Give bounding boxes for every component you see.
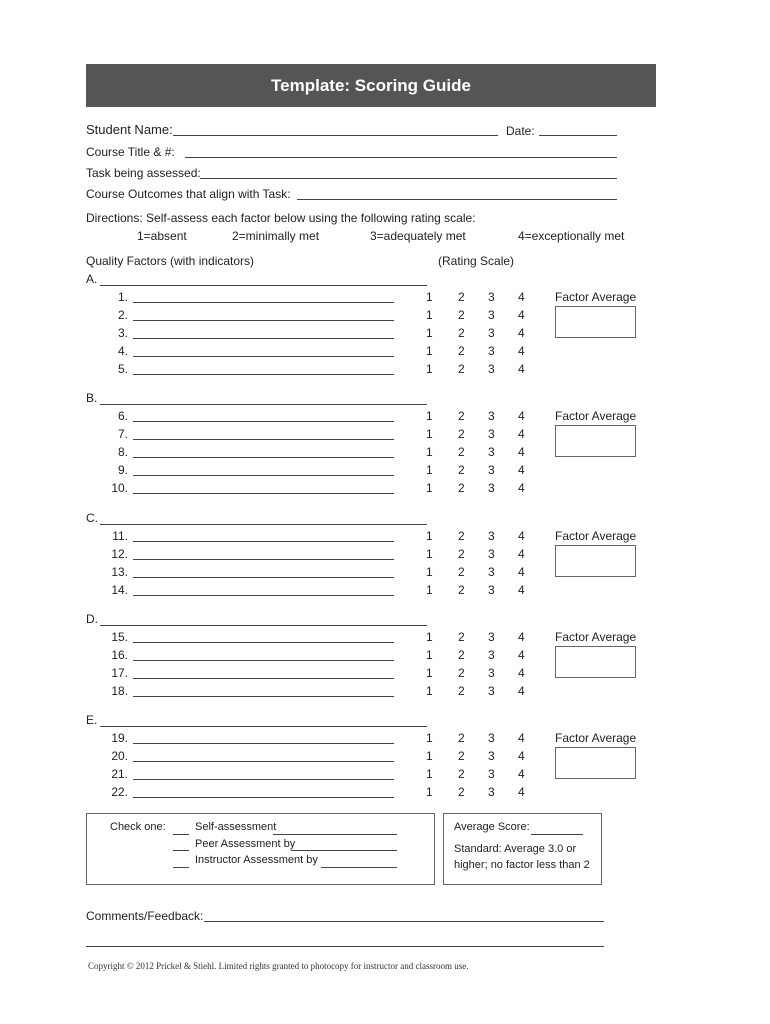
rating-option[interactable]: 2: [458, 684, 465, 698]
rating-option[interactable]: 3: [488, 308, 495, 322]
directions-text: Directions: Self-assess each factor below using the following rating scale:: [86, 211, 476, 225]
indicator-field[interactable]: [133, 660, 394, 661]
rating-option[interactable]: 4: [518, 648, 525, 662]
section-letter: E.: [86, 713, 98, 727]
scale-item: 3=adequately met: [370, 229, 466, 243]
rating-option[interactable]: 1: [426, 630, 433, 644]
rating-option[interactable]: 4: [518, 290, 525, 304]
rating-option[interactable]: 3: [488, 326, 495, 340]
average-score-box: [443, 813, 602, 885]
factor-average-label: Factor Average: [555, 529, 637, 543]
item-number: 15.: [111, 630, 128, 644]
factor-average-label: Factor Average: [555, 290, 637, 304]
rating-option[interactable]: 1: [426, 767, 433, 781]
rating-option[interactable]: 3: [488, 767, 495, 781]
rating-option[interactable]: 3: [488, 290, 495, 304]
rating-option[interactable]: 3: [488, 344, 495, 358]
indicator-field[interactable]: [133, 642, 394, 643]
rating-option[interactable]: 2: [458, 630, 465, 644]
item-number: 2.: [117, 308, 128, 322]
rating-option[interactable]: 3: [488, 463, 495, 477]
rating-option[interactable]: 1: [426, 326, 433, 340]
task-field[interactable]: [200, 178, 617, 179]
rating-option[interactable]: 4: [518, 463, 525, 477]
item-number: 17.: [111, 666, 128, 680]
indicator-field[interactable]: [133, 678, 394, 679]
rating-option[interactable]: 3: [488, 785, 495, 799]
section-title-field[interactable]: [100, 285, 427, 286]
rating-option[interactable]: 1: [426, 785, 433, 799]
instructor-assessment-field[interactable]: [321, 867, 397, 868]
student-name-label: Student Name:: [86, 122, 173, 137]
rating-option[interactable]: 4: [518, 308, 525, 322]
rating-option[interactable]: 4: [518, 409, 525, 423]
rating-option[interactable]: 1: [426, 290, 433, 304]
page-title: Template: Scoring Guide: [86, 64, 656, 107]
rating-option[interactable]: 4: [518, 529, 525, 543]
indicator-field[interactable]: [133, 577, 394, 578]
rating-option[interactable]: 2: [458, 481, 465, 495]
section-letter: D.: [86, 612, 98, 626]
self-assessment-checkbox[interactable]: [173, 834, 189, 835]
average-score-label: Average Score:: [454, 821, 530, 833]
item-number: 7.: [117, 427, 128, 441]
rating-option[interactable]: 2: [458, 666, 465, 680]
item-number: 20.: [111, 749, 128, 763]
rating-option[interactable]: 2: [458, 409, 465, 423]
section-letter: B.: [86, 391, 98, 405]
rating-option[interactable]: 4: [518, 344, 525, 358]
self-assessment-field[interactable]: [273, 834, 397, 835]
section-letter: C.: [86, 511, 98, 525]
factor-average-box[interactable]: [555, 646, 636, 678]
comments-label: Comments/Feedback:: [86, 909, 204, 923]
rating-option[interactable]: 1: [426, 749, 433, 763]
rating-option[interactable]: 3: [488, 684, 495, 698]
rating-option[interactable]: 4: [518, 481, 525, 495]
indicator-field[interactable]: [133, 761, 394, 762]
copyright-notice: Copyright © 2012 Prickel & Stiehl. Limited rights granted to photocopy for instructor and classroom use.: [88, 961, 469, 971]
instructor-assessment-checkbox[interactable]: [173, 867, 189, 868]
item-number: 4.: [117, 344, 128, 358]
factor-average-box[interactable]: [555, 306, 636, 338]
average-score-field[interactable]: [531, 834, 583, 835]
rating-option[interactable]: 2: [458, 308, 465, 322]
item-number: 12.: [111, 547, 128, 561]
rating-option[interactable]: 4: [518, 445, 525, 459]
indicator-field[interactable]: [133, 421, 394, 422]
rating-option[interactable]: 1: [426, 547, 433, 561]
outcomes-label: Course Outcomes that align with Task:: [86, 187, 291, 201]
rating-option[interactable]: 1: [426, 529, 433, 543]
self-assessment-label: Self-assessment: [195, 821, 277, 833]
item-number: 21.: [111, 767, 128, 781]
rating-option[interactable]: 3: [488, 362, 495, 376]
indicator-field[interactable]: [133, 541, 394, 542]
rating-option[interactable]: 1: [426, 344, 433, 358]
item-number: 14.: [111, 583, 128, 597]
rating-option[interactable]: 3: [488, 749, 495, 763]
item-number: 9.: [117, 463, 128, 477]
rating-option[interactable]: 2: [458, 547, 465, 561]
indicator-field[interactable]: [133, 595, 394, 596]
item-number: 1.: [117, 290, 128, 304]
scale-item: 2=minimally met: [232, 229, 320, 243]
rating-option[interactable]: 3: [488, 481, 495, 495]
section-title-field[interactable]: [100, 625, 427, 626]
item-number: 11.: [112, 529, 128, 543]
rating-option[interactable]: 4: [518, 731, 525, 745]
indicator-field[interactable]: [133, 302, 394, 303]
item-number: 19.: [111, 731, 128, 745]
rating-option[interactable]: 2: [458, 583, 465, 597]
rating-option[interactable]: 1: [426, 684, 433, 698]
rating-option[interactable]: 1: [426, 308, 433, 322]
indicator-field[interactable]: [133, 338, 394, 339]
indicator-field[interactable]: [133, 457, 394, 458]
item-number: 18.: [111, 684, 128, 698]
section-title-field[interactable]: [100, 524, 427, 525]
rating-option[interactable]: 1: [426, 731, 433, 745]
date-label: Date:: [506, 124, 535, 138]
rating-option[interactable]: 4: [518, 767, 525, 781]
indicator-field[interactable]: [133, 475, 394, 476]
rating-option[interactable]: 2: [458, 785, 465, 799]
instructor-assessment-label: Instructor Assessment by: [195, 854, 318, 866]
student-name-field[interactable]: [173, 135, 498, 136]
rating-option[interactable]: 1: [426, 583, 433, 597]
comments-field[interactable]: [204, 921, 604, 922]
section-letter: A.: [86, 272, 98, 286]
indicator-field[interactable]: [133, 779, 394, 780]
rating-option[interactable]: 3: [488, 409, 495, 423]
rating-option[interactable]: 2: [458, 767, 465, 781]
rating-option[interactable]: 3: [488, 565, 495, 579]
rating-option[interactable]: 3: [488, 427, 495, 441]
indicator-field[interactable]: [133, 356, 394, 357]
rating-option[interactable]: 1: [426, 565, 433, 579]
standard-text: higher; no factor less than 2: [454, 859, 590, 871]
factor-average-label: Factor Average: [555, 731, 637, 745]
rating-option[interactable]: 3: [488, 666, 495, 680]
rating-option[interactable]: 1: [426, 666, 433, 680]
item-number: 16.: [111, 648, 128, 662]
rating-option[interactable]: 2: [458, 731, 465, 745]
rating-option[interactable]: 2: [458, 445, 465, 459]
rating-option[interactable]: 2: [458, 529, 465, 543]
rating-option[interactable]: 2: [458, 290, 465, 304]
indicator-field[interactable]: [133, 696, 394, 697]
rating-option[interactable]: 2: [458, 326, 465, 340]
rating-option[interactable]: 1: [426, 445, 433, 459]
rating-option[interactable]: 4: [518, 630, 525, 644]
rating-option[interactable]: 1: [426, 409, 433, 423]
rating-option[interactable]: 3: [488, 529, 495, 543]
rating-option[interactable]: 2: [458, 344, 465, 358]
scale-item: 1=absent: [137, 229, 187, 243]
rating-option[interactable]: 4: [518, 547, 525, 561]
peer-assessment-field[interactable]: [291, 850, 397, 851]
rating-option[interactable]: 3: [488, 547, 495, 561]
rating-option[interactable]: 4: [518, 427, 525, 441]
peer-assessment-label: Peer Assessment by: [195, 838, 296, 850]
rating-option[interactable]: 3: [488, 445, 495, 459]
section-title-field[interactable]: [100, 404, 427, 405]
outcomes-field[interactable]: [297, 199, 617, 200]
rating-option[interactable]: 3: [488, 648, 495, 662]
scale-item: 4=exceptionally met: [518, 229, 625, 243]
item-number: 5.: [117, 362, 128, 376]
rating-option[interactable]: 1: [426, 362, 433, 376]
course-title-label: Course Title & #:: [86, 145, 175, 159]
rating-option[interactable]: 4: [518, 326, 525, 340]
item-number: 13.: [111, 565, 128, 579]
indicator-field[interactable]: [133, 797, 394, 798]
item-number: 8.: [117, 445, 128, 459]
rating-header: (Rating Scale): [438, 254, 515, 268]
task-label: Task being assessed:: [86, 166, 201, 180]
course-title-field[interactable]: [185, 157, 617, 158]
rating-option[interactable]: 4: [518, 749, 525, 763]
item-number: 6.: [117, 409, 128, 423]
factors-header: Quality Factors (with indicators): [86, 254, 255, 268]
rating-option[interactable]: 1: [426, 463, 433, 477]
rating-option[interactable]: 4: [518, 583, 525, 597]
rating-option[interactable]: 4: [518, 785, 525, 799]
rating-option[interactable]: 2: [458, 427, 465, 441]
rating-option[interactable]: 2: [458, 648, 465, 662]
rating-option[interactable]: 1: [426, 648, 433, 662]
rating-option[interactable]: 2: [458, 362, 465, 376]
rating-option[interactable]: 4: [518, 684, 525, 698]
rating-option[interactable]: 2: [458, 565, 465, 579]
rating-option[interactable]: 2: [458, 463, 465, 477]
factor-average-label: Factor Average: [555, 630, 637, 644]
indicator-field[interactable]: [133, 439, 394, 440]
rating-option[interactable]: 3: [488, 583, 495, 597]
factor-average-box[interactable]: [555, 747, 636, 779]
check-one-label: Check one:: [110, 821, 166, 833]
factor-average-box[interactable]: [555, 545, 636, 577]
date-field[interactable]: [539, 135, 617, 136]
standard-text: Standard: Average 3.0 or: [454, 843, 577, 855]
peer-assessment-checkbox[interactable]: [173, 850, 189, 851]
item-number: 22.: [111, 785, 128, 799]
item-number: 3.: [117, 326, 128, 340]
comments-field-line-2[interactable]: [86, 946, 604, 947]
indicator-field[interactable]: [133, 493, 394, 494]
rating-option[interactable]: 4: [518, 666, 525, 680]
indicator-field[interactable]: [133, 320, 394, 321]
item-number: 10.: [111, 481, 128, 495]
factor-average-label: Factor Average: [555, 409, 637, 423]
section-title-field[interactable]: [100, 726, 427, 727]
check-one-box: [86, 813, 435, 885]
indicator-field[interactable]: [133, 374, 394, 375]
rating-option[interactable]: 4: [518, 565, 525, 579]
rating-option[interactable]: 3: [488, 630, 495, 644]
indicator-field[interactable]: [133, 559, 394, 560]
factor-average-box[interactable]: [555, 425, 636, 457]
rating-option[interactable]: 4: [518, 362, 525, 376]
rating-option[interactable]: 2: [458, 749, 465, 763]
rating-option[interactable]: 3: [488, 731, 495, 745]
rating-option[interactable]: 1: [426, 427, 433, 441]
rating-option[interactable]: 1: [426, 481, 433, 495]
indicator-field[interactable]: [133, 743, 394, 744]
